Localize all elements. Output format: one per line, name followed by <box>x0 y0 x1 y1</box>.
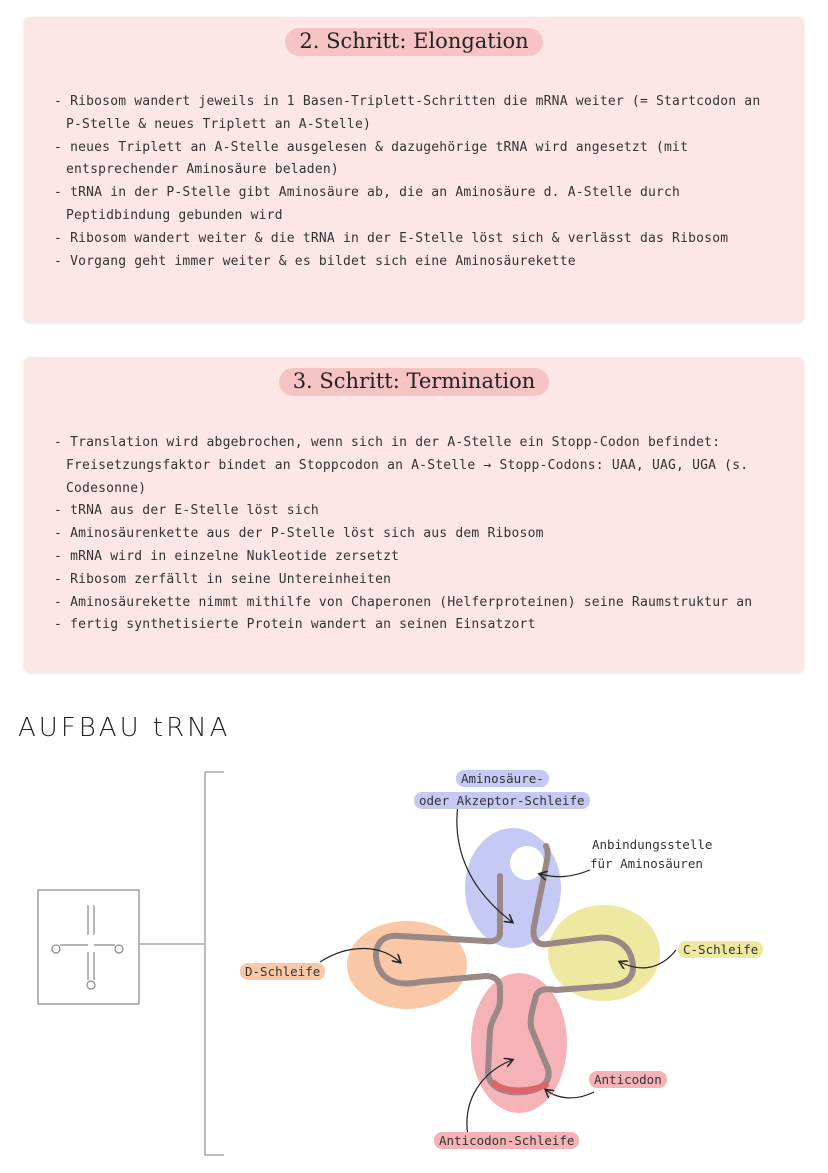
elongation-item: - Ribosom wandert weiter & die tRNA in der E-Stelle löst sich & verlässt das Ribosom <box>54 228 780 251</box>
elongation-item: - Ribosom wandert jeweils in 1 Basen-Triplett-Schritten die mRNA weiter (= Startcodon an P-Stelle & neues Triplett an A-Stelle) <box>54 91 780 137</box>
elongation-card <box>24 17 804 322</box>
label-binding-2: für Aminosäuren <box>590 856 703 871</box>
termination-title-text: 3. Schritt: Termination <box>279 368 550 396</box>
binding-site-hole <box>510 846 544 880</box>
elongation-list <box>54 91 780 273</box>
termination-item: - mRNA wird in einzelne Nukleotide zersetzt <box>54 546 780 569</box>
termination-item: - fertig synthetisierte Protein wandert an seinen Einsatzort <box>54 614 780 637</box>
elongation-item: - tRNA in der P-Stelle gibt Aminosäure ab, die an Aminosäure d. A-Stelle durch Peptidbindung gebunden wird <box>54 182 780 228</box>
termination-item: - tRNA aus der E-Stelle löst sich <box>54 500 780 523</box>
elongation-title <box>24 29 804 53</box>
label-acceptor-2: oder Akzeptor-Schleife <box>414 792 590 810</box>
termination-item: - Aminosäurenkette aus der P-Stelle löst sich aus dem Ribosom <box>54 523 780 546</box>
termination-title <box>24 369 804 393</box>
termination-list <box>54 432 780 637</box>
trna-heading: AUFBAU tRNA <box>18 713 231 743</box>
label-c-loop: C-Schleife <box>678 941 763 959</box>
label-anticodon-loop: Anticodon-Schleife <box>434 1132 579 1150</box>
label-anticodon: Anticodon <box>589 1071 667 1089</box>
label-acceptor-1: Aminosäure- <box>456 770 549 788</box>
elongation-item: - Vorgang geht immer weiter & es bildet sich eine Aminosäurekette <box>54 251 780 274</box>
bracket <box>205 772 224 1155</box>
termination-item: - Translation wird abgebrochen, wenn sich in der A-Stelle ein Stopp-Codon befindet: Freisetzungsfaktor bindet an Stoppcodon an A-Stelle → Stopp-Codons: UAA, UAG, UGA (s. Codesonne) <box>54 432 780 500</box>
termination-item: - Aminosäurekette nimmt mithilfe von Chaperonen (Helferproteinen) seine Raumstruktur an <box>54 592 780 615</box>
termination-item: - Ribosom zerfällt in seine Untereinheiten <box>54 569 780 592</box>
elongation-item: - neues Triplett an A-Stelle ausgelesen & dazugehörige tRNA wird angesetzt (mit entsprechender Aminosäure beladen) <box>54 137 780 183</box>
termination-card <box>24 357 804 672</box>
trna-diagram <box>0 700 828 1169</box>
trna-thumbnail-icon <box>52 905 123 989</box>
elongation-title-text: 2. Schritt: Elongation <box>285 28 542 56</box>
label-d-loop: D-Schleife <box>240 963 325 981</box>
label-binding-1: Anbindungsstelle <box>592 837 713 852</box>
trna-diagram-svg <box>0 700 828 1169</box>
